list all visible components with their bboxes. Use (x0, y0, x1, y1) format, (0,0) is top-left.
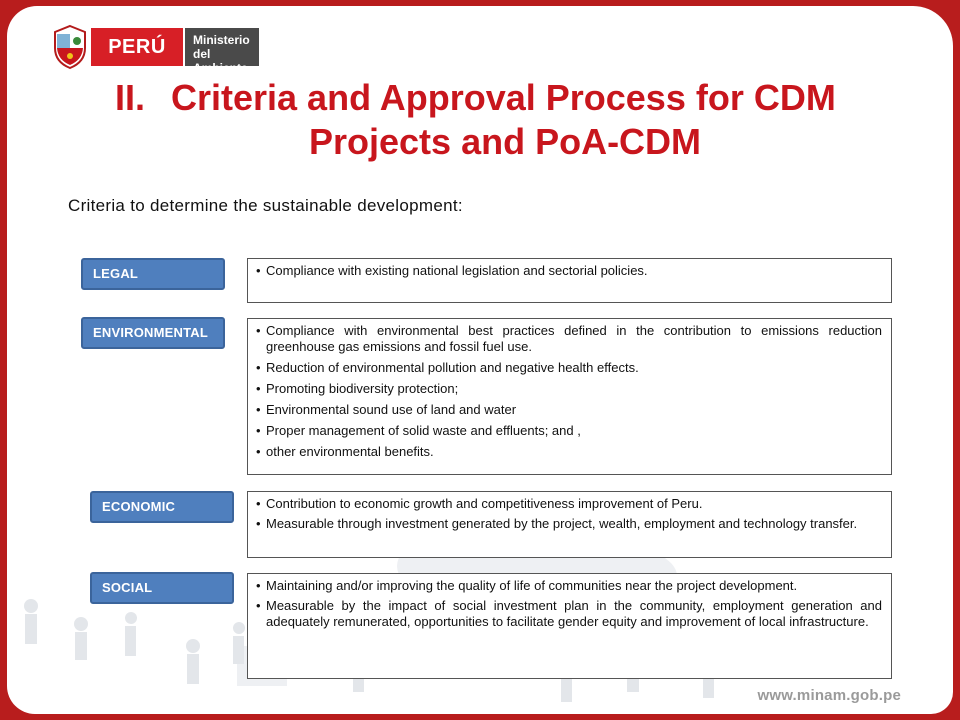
footer-url: www.minam.gob.pe (757, 687, 901, 704)
list-item: • Compliance with existing national legislation and sectorial policies. (256, 263, 882, 279)
category-label-legal: LEGAL (81, 258, 225, 290)
title-number: II. (115, 77, 146, 118)
list-item: • Measurable through investment generated by the project, wealth, employment and technology transfer. (256, 516, 882, 532)
subtitle: Criteria to determine the sustainable development: (68, 196, 463, 215)
criteria-list-social (256, 578, 882, 630)
slide (7, 6, 953, 714)
criteria-list-economic (256, 496, 882, 532)
list-item: • Promoting biodiversity protection; (256, 381, 882, 397)
list-item: • Reduction of environmental pollution and negative health effects. (256, 360, 882, 376)
list-item: • Proper management of solid waste and effluents; and , (256, 423, 882, 439)
criteria-box-legal (247, 258, 892, 303)
category-label-economic: ECONOMIC (90, 491, 234, 523)
peru-coat-of-arms-icon (51, 24, 89, 70)
list-item: • Contribution to economic growth and competitiveness improvement of Peru. (256, 496, 882, 512)
brand-peru-label: PERÚ (91, 28, 183, 66)
criteria-box-environmental (247, 318, 892, 475)
list-item: • Environmental sound use of land and water (256, 402, 882, 418)
list-item: • other environmental benefits. (256, 444, 882, 460)
brand-ministry-line2: del Ambiente (193, 47, 248, 75)
list-item: • Measurable by the impact of social investment plan in the community, employment generation and adequately remunerated, opportunities to facilitate gender equity and improvement of local infrastructure. (256, 598, 882, 630)
criteria-list-environmental (256, 323, 882, 460)
brand-ministry-label (185, 28, 259, 75)
list-item: • Maintaining and/or improving the quality of life of communities near the project development. (256, 578, 882, 594)
title-line-1: Criteria and Approval Process for CDM (171, 77, 836, 118)
category-label-social: SOCIAL (90, 572, 234, 604)
criteria-box-economic (247, 491, 892, 558)
list-item: • Compliance with environmental best practices defined in the contribution to emissions reduction greenhouse gas emissions and fossil fuel use. (256, 323, 882, 355)
category-label-environmental: ENVIRONMENTAL (81, 317, 225, 349)
brand-ministry-line1: Ministerio (193, 33, 250, 47)
ministry-logo (51, 22, 263, 74)
title-line-2: Projects and PoA-CDM (309, 121, 702, 162)
criteria-box-social (247, 573, 892, 679)
criteria-list-legal (256, 263, 882, 279)
